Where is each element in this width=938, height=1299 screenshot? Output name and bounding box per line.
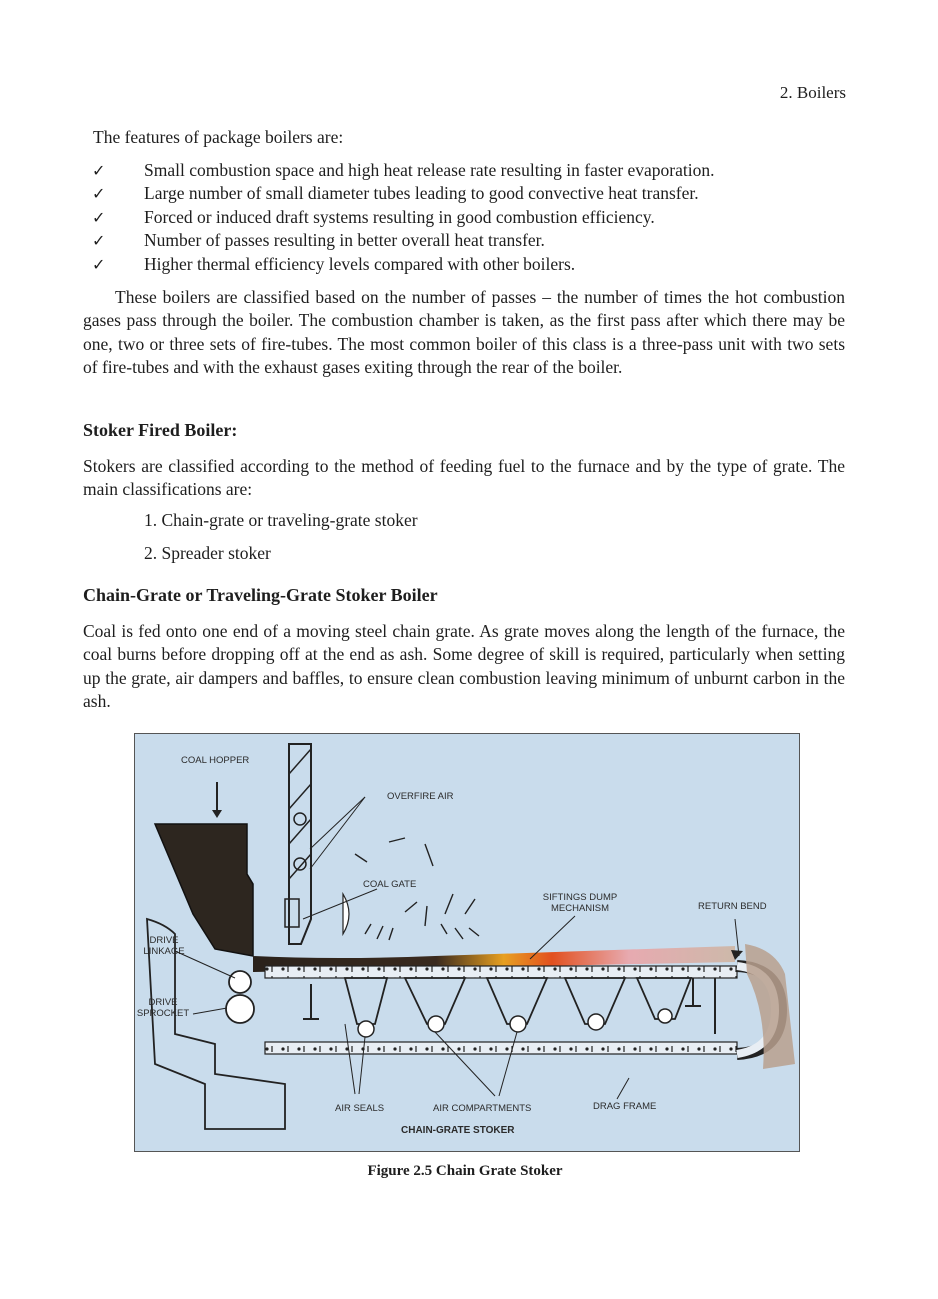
list-item [92,182,715,205]
coal-gate-shape [285,899,299,927]
label-line: LINKAGE [143,946,185,957]
label-drag-frame: DRAG FRAME [593,1101,657,1112]
upper-chain [265,966,737,978]
lower-chain [265,1042,737,1054]
label-drive-sprocket [135,997,191,1019]
list-item: 2. Spreader stoker [144,543,271,563]
label-coal-gate: COAL GATE [363,879,417,890]
label-return-bend: RETURN BEND [698,901,767,912]
list-item-text: Number of passes resulting in better overall heat transfer. [144,230,545,251]
drive-sprocket-shape [226,995,254,1023]
features-list [92,159,715,276]
passes-paragraph: These boilers are classified based on the number of passes – the number of times the hot combustion gases pass through the boiler. The combustion chamber is taken, as the first pass after which there may be one, two or three sets of fire-tubes. The most common boiler of this class is a three-pass unit with two sets of fire-tubes and with the exhaust gases exiting through the rear of the boiler. [83,287,845,377]
label-siftings-dump [531,892,629,914]
figure-caption: Figure 2.5 Chain Grate Stoker [367,1163,563,1179]
chain-grate-paragraph: Coal is fed onto one end of a moving steel chain grate. As grate moves along the length of the furnace, the coal burns before dropping off at the end as ash. Some degree of skill is required, particularly when setting up the grate, air dampers and baffles, to ensure clean combustion leaving minimum of unburnt carbon in the ash. [83,621,845,711]
front-wall [289,744,311,944]
figure-inner-title: CHAIN-GRATE STOKER [401,1125,515,1136]
label-line: DRIVE [148,997,178,1008]
label-air-seals: AIR SEALS [335,1103,385,1114]
label-line: DRIVE [149,935,179,946]
list-item [92,229,715,252]
stoker-diagram [135,734,799,1151]
checkmark-icon: ✓ [92,184,106,204]
list-item [92,253,715,276]
list-item [92,159,715,182]
section-heading-stoker: Stoker Fired Boiler: [83,420,238,440]
label-line: MECHANISM [550,903,610,914]
section-heading-chain-grate: Chain-Grate or Traveling-Grate Stoker Boiler [83,585,438,605]
label-air-compartments: AIR COMPARTMENTS [433,1103,532,1114]
running-header: 2. Boilers [779,83,846,102]
chain-grate-stoker-figure [134,733,800,1152]
label-line: SIFTINGS DUMP [542,892,618,903]
drive-linkage-shape [229,971,251,993]
checkmark-icon: ✓ [92,161,106,180]
list-item-text: Higher thermal efficiency levels compared with other boilers. [144,253,576,274]
label-drive-linkage [139,935,189,957]
features-intro: The features of package boilers are: [93,127,344,147]
label-overfire-air: OVERFIRE AIR [387,791,454,802]
list-item-text: Small combustion space and high heat release rate resulting in faster evaporation. [144,160,715,180]
list-item: 1. Chain-grate or traveling-grate stoker [144,510,418,530]
label-coal-hopper: COAL HOPPER [181,755,250,766]
checkmark-icon: ✓ [92,254,106,274]
checkmark-icon: ✓ [92,207,106,227]
list-item-text: Large number of small diameter tubes leading to good convective heat transfer. [144,183,699,204]
list-item [92,206,715,229]
checkmark-icon: ✓ [92,231,106,251]
list-item-text: Forced or induced draft systems resulting in good combustion efficiency. [144,206,655,227]
stoker-paragraph: Stokers are classified according to the method of feeding fuel to the furnace and by the type of grate. The main classifications are: [83,456,845,500]
label-line: SPROCKET [136,1008,190,1019]
